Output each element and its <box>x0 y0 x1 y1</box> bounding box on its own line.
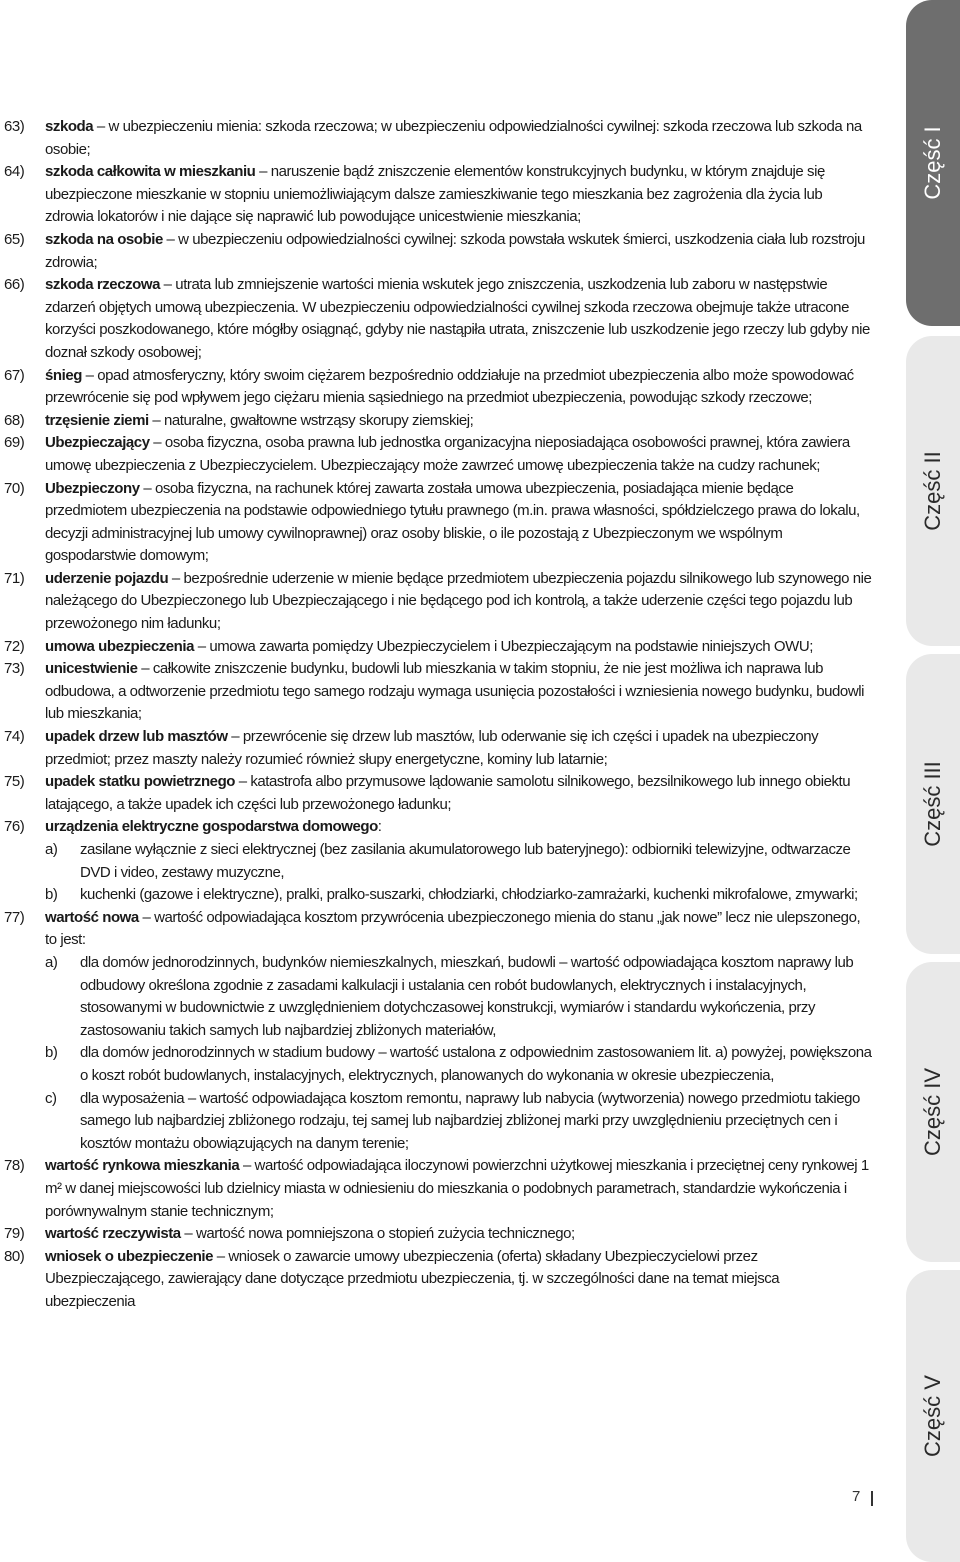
definition-text: – opad atmosferyczny, który swoim ciężarem bezpośrednio oddziałuje na przedmiot ubezpieczenia albo może spowodować przewrócenie się pod wpływem jego ciężaru mienia sąsiedniego na przedmiot ubezpieczenia, powodując szkody rzeczowe; <box>45 366 854 407</box>
definition-item <box>4 410 872 433</box>
definition-item <box>4 116 872 161</box>
sub-item <box>45 1042 872 1087</box>
item-number: 68) <box>4 411 25 429</box>
item-number: 78) <box>4 1157 25 1175</box>
sub-item <box>45 839 872 884</box>
definition-item <box>4 1155 872 1223</box>
side-tab-part-3[interactable] <box>906 654 960 954</box>
defined-term: urządzenia elektryczne gospodarstwa domowego <box>45 818 378 836</box>
sub-item <box>45 884 872 907</box>
definition-item <box>4 658 872 726</box>
defined-term: upadek statku powietrznego <box>45 773 235 791</box>
sub-item <box>45 1088 872 1156</box>
definition-item <box>4 1223 872 1246</box>
definition-body <box>45 773 850 813</box>
definition-body <box>45 1225 575 1242</box>
defined-term: unicestwienie <box>45 660 138 678</box>
definition-body <box>45 163 825 225</box>
definition-item <box>4 161 872 229</box>
sub-item-text: dla domów jednorodzinnych, budynków niemieszkalnych, mieszkań, budowli – wartość odpowiadająca kosztom naprawy lub odbudowy określona zgodnie z zasadami kalkulacji i ustalania cen robót budowlanych, elektrycznych i instalacyjnych, stosowanymi w budownictwie z uwzględnieniem dotychczasowej konstrukcji, wymiarów i standardu wykończenia, przy zastosowaniu takich samych lub najbardziej zbliżonych materiałów, <box>80 953 854 1039</box>
definition-body <box>45 118 862 158</box>
item-number: 65) <box>4 230 25 248</box>
side-tab-part-4[interactable] <box>906 962 960 1262</box>
definition-body <box>45 1248 779 1310</box>
side-tab-part-2[interactable] <box>906 336 960 646</box>
definition-item <box>4 1246 872 1314</box>
defined-term: umowa ubezpieczenia <box>45 637 194 655</box>
sub-item-letter: b) <box>45 1044 58 1062</box>
definition-text: – naruszenie bądź zniszczenie elementów konstrukcyjnych budynku, w którym znajduje się ubezpieczone mieszkanie w stopniu uniemożliwiającym dalsze zamieszkiwanie tego mieszkania bez zagrożenia dla życia lub zdrowia lokatorów i nie dające się naprawić lub powodujące unicestwienie mieszkania; <box>45 163 825 226</box>
sub-item-letter: a) <box>45 953 58 971</box>
definitions-list <box>4 116 872 1313</box>
definition-text: – osoba fizyczna, osoba prawna lub jednostka organizacyjna nieposiadająca osobowości prawnej, która zawiera umowę ubezpieczenia z Ubezpieczycielem. Ubezpieczający może zawrzeć umowę ubezpieczenia także na cudzy rachunek; <box>45 434 850 474</box>
definition-item <box>4 726 872 771</box>
defined-term: szkoda całkowita w mieszkaniu <box>45 163 256 181</box>
definition-body <box>45 728 818 768</box>
item-number: 80) <box>4 1247 25 1265</box>
side-tab-label: Część IV <box>920 1067 945 1157</box>
definition-item <box>4 636 872 659</box>
definition-body <box>45 1157 869 1219</box>
page-number-divider <box>871 1491 873 1506</box>
defined-term: wartość rynkowa mieszkania <box>45 1157 240 1175</box>
side-tab-part-1[interactable] <box>906 0 960 326</box>
defined-term: szkoda rzeczowa <box>45 276 160 294</box>
item-number: 75) <box>4 773 25 791</box>
side-tab-label: Część III <box>920 761 945 847</box>
sub-item-letter: b) <box>45 886 58 904</box>
definition-text: – w ubezpieczeniu odpowiedzialności cywilnej: szkoda powstała wskutek śmierci, uszkodzenia ciała lub rozstroju zdrowia; <box>45 230 865 271</box>
defined-term: szkoda na osobie <box>45 230 163 248</box>
defined-term: szkoda <box>45 118 94 135</box>
sub-item-text: dla domów jednorodzinnych w stadium budowy – wartość ustalona z odpowiednim zastosowaniem lit. a) powyżej, powiększona o koszt robót budowlanych, instalacyjnych, elektrycznych, planowanych do wykonania w okresie ubezpieczenia, <box>80 1044 872 1084</box>
definition-text: – wartość odpowiadająca kosztom przywrócenia ubezpieczonego mienia do stanu „jak nowe” lecz nie ulepszonego, to jest: <box>45 908 861 949</box>
defined-term: upadek drzew lub masztów <box>45 728 228 746</box>
defined-term: śnieg <box>45 366 82 384</box>
sub-item-text: kuchenki (gazowe i elektryczne), pralki, pralko-suszarki, chłodziarki, chłodziarko-zamrażarki, kuchenki mikrofalowe, zmywarki; <box>80 886 858 904</box>
item-number: 76) <box>4 818 25 836</box>
definition-text: – wartość odpowiadająca iloczynowi powierzchni użytkowej mieszkania i przeciętnej ceny rynkowej 1 m² w danej miejscowości lub dzielnicy miasta w odniesieniu do mieszkania o podobnych parametrach, standardzie wykończenia i porównywalnym stanie technicznym; <box>45 1157 869 1220</box>
sub-item-text: dla wyposażenia – wartość odpowiadająca kosztom remontu, naprawy lub nabycia (wytworzenia) nowego przedmiotu takiego samego lub najbardziej zbliżonego rodzaju, tej samej lub najbardziej zbliżonej marki przy uwzględnieniu przeciętnych cen i kosztów montażu obowiązujących na danym terenie; <box>80 1089 860 1152</box>
definition-item <box>4 274 872 364</box>
definition-text: – utrata lub zmniejszenie wartości mienia wskutek jego zniszczenia, uszkodzenia lub zaboru w następstwie zdarzeń objętych umową ubezpieczenia. W ubezpieczeniu odpowiedzialności cywilnej szkoda rzeczowa obejmuje także utracone korzyści poszkodowanego, które mógłby osiągnąć, gdyby nie nastąpiła utrata, zniszczenie lub uszkodzenie jego rzeczy lub gdyby nie doznał szkody osobowej; <box>45 276 870 361</box>
sub-item-letter: a) <box>45 841 58 858</box>
definition-text: – wniosek o zawarcie umowy ubezpieczenia (oferta) składany Ubezpieczycielowi przez Ubezpieczającego, zawierający dane dotyczące przedmiotu ubezpieczenia, tj. w szczególności dane na temat miejsca ubezpieczenia <box>45 1247 780 1310</box>
definition-item <box>4 432 872 477</box>
side-tabs <box>906 0 960 1562</box>
item-number: 74) <box>4 728 25 746</box>
defined-term: trzęsienie ziemi <box>45 411 149 429</box>
definition-body <box>45 480 860 565</box>
definition-item <box>4 568 872 636</box>
definition-text: – naturalne, gwałtowne wstrząsy skorupy ziemskiej; <box>148 411 474 429</box>
definition-body <box>45 434 850 474</box>
definition-body <box>45 909 860 949</box>
defined-term: wartość rzeczywista <box>45 1225 181 1243</box>
side-tab-label: Część V <box>920 1375 945 1457</box>
definition-item <box>4 229 872 274</box>
item-number: 72) <box>4 637 25 655</box>
definition-text: – katastrofa albo przymusowe lądowanie samolotu silnikowego, bezsilnikowego lub innego obiektu latającego, a także upadek ich części lub przewożonego ładunku; <box>45 773 851 813</box>
sub-item <box>45 952 872 1042</box>
item-number: 66) <box>4 276 25 294</box>
side-tab-label: Część I <box>920 126 945 200</box>
definition-text: – bezpośrednie uderzenie w mienie będące przedmiotem ubezpieczenia pojazdu silnikowego lub szynowego nie należącego do Ubezpieczonego lub Ubezpieczającego i nie będącego pod ich kontrolą, a także uderzenie części tego pojazdu lub przewożonego nim ładunku; <box>45 569 872 633</box>
defined-term: Ubezpieczony <box>45 479 140 497</box>
definition-body <box>45 367 854 407</box>
definition-item <box>4 816 872 839</box>
definition-text: – w ubezpieczeniu mienia: szkoda rzeczowa; w ubezpieczeniu odpowiedzialności cywilnej: szkoda rzeczowa lub szkoda na osobie; <box>45 118 862 158</box>
side-tab-label: Część II <box>920 451 945 531</box>
side-tab-part-5[interactable] <box>906 1270 960 1562</box>
item-number: 73) <box>4 660 25 678</box>
item-number: 64) <box>4 163 25 181</box>
item-number: 71) <box>4 569 25 587</box>
defined-term: uderzenie pojazdu <box>45 569 169 587</box>
definition-text: – całkowite zniszczenie budynku, budowli lub mieszkania w takim stopniu, że nie jest możliwa ich naprawa lub odbudowa, a odtworzenie przedmiotu tego samego rodzaju wymaga usunięcia pozostałości i wzniesienia nowego budynku, budowli lub mieszkania; <box>45 660 864 723</box>
definition-text: – umowa zawarta pomiędzy Ubezpieczycielem i Ubezpieczającym na podstawie niniejszych OWU; <box>194 637 813 655</box>
item-number: 63) <box>4 118 25 135</box>
definition-text: – osoba fizyczna, na rachunek której zawarta została umowa ubezpieczenia, posiadająca mienie będące przedmiotem ubezpieczenia na podstawie odpowiedniego tytułu prawnego (m.in. prawa własności, spółdzielczego prawa do lokalu, decyzji administracyjnej lub umowy cywilnoprawnej) oraz osoby bliskie, o ile pozostają z Ubezpieczonym we wspólnym gospodarstwie domowym; <box>45 479 860 565</box>
item-number: 69) <box>4 434 25 452</box>
definition-body <box>45 818 382 835</box>
definition-body <box>45 412 473 429</box>
item-number: 70) <box>4 479 25 497</box>
item-number: 77) <box>4 908 25 926</box>
definition-item <box>4 365 872 410</box>
definition-body <box>45 638 813 655</box>
item-number: 67) <box>4 366 25 384</box>
sub-item-text: zasilane wyłącznie z sieci elektrycznej (bez zasilania akumulatorowego lub bateryjnego): odbiorniki telewizyjne, odtwarzacze DVD i video, zestawy muzyczne, <box>80 841 851 881</box>
item-number: 79) <box>4 1225 25 1243</box>
defined-term: wartość nowa <box>45 908 139 926</box>
defined-term: Ubezpieczający <box>45 434 150 452</box>
definition-text: : <box>377 818 382 836</box>
sub-item-letter: c) <box>45 1089 57 1107</box>
definition-item <box>4 478 872 568</box>
definition-item <box>4 771 872 816</box>
definition-body <box>45 660 864 722</box>
definition-item <box>4 907 872 952</box>
definition-body <box>45 231 865 271</box>
definition-body <box>45 276 870 361</box>
defined-term: wniosek o ubezpieczenie <box>45 1247 214 1265</box>
definition-body <box>45 570 871 632</box>
definition-text: – wartość nowa pomniejszona o stopień zużycia technicznego; <box>180 1225 575 1243</box>
definition-text: – przewrócenie się drzew lub masztów, lub oderwanie się ich części i upadek na ubezpieczony przedmiot; przez maszty należy rozumieć również słupy energetyczne, kominy lub latarnie; <box>45 728 819 768</box>
page-number: 7 <box>852 1488 861 1505</box>
